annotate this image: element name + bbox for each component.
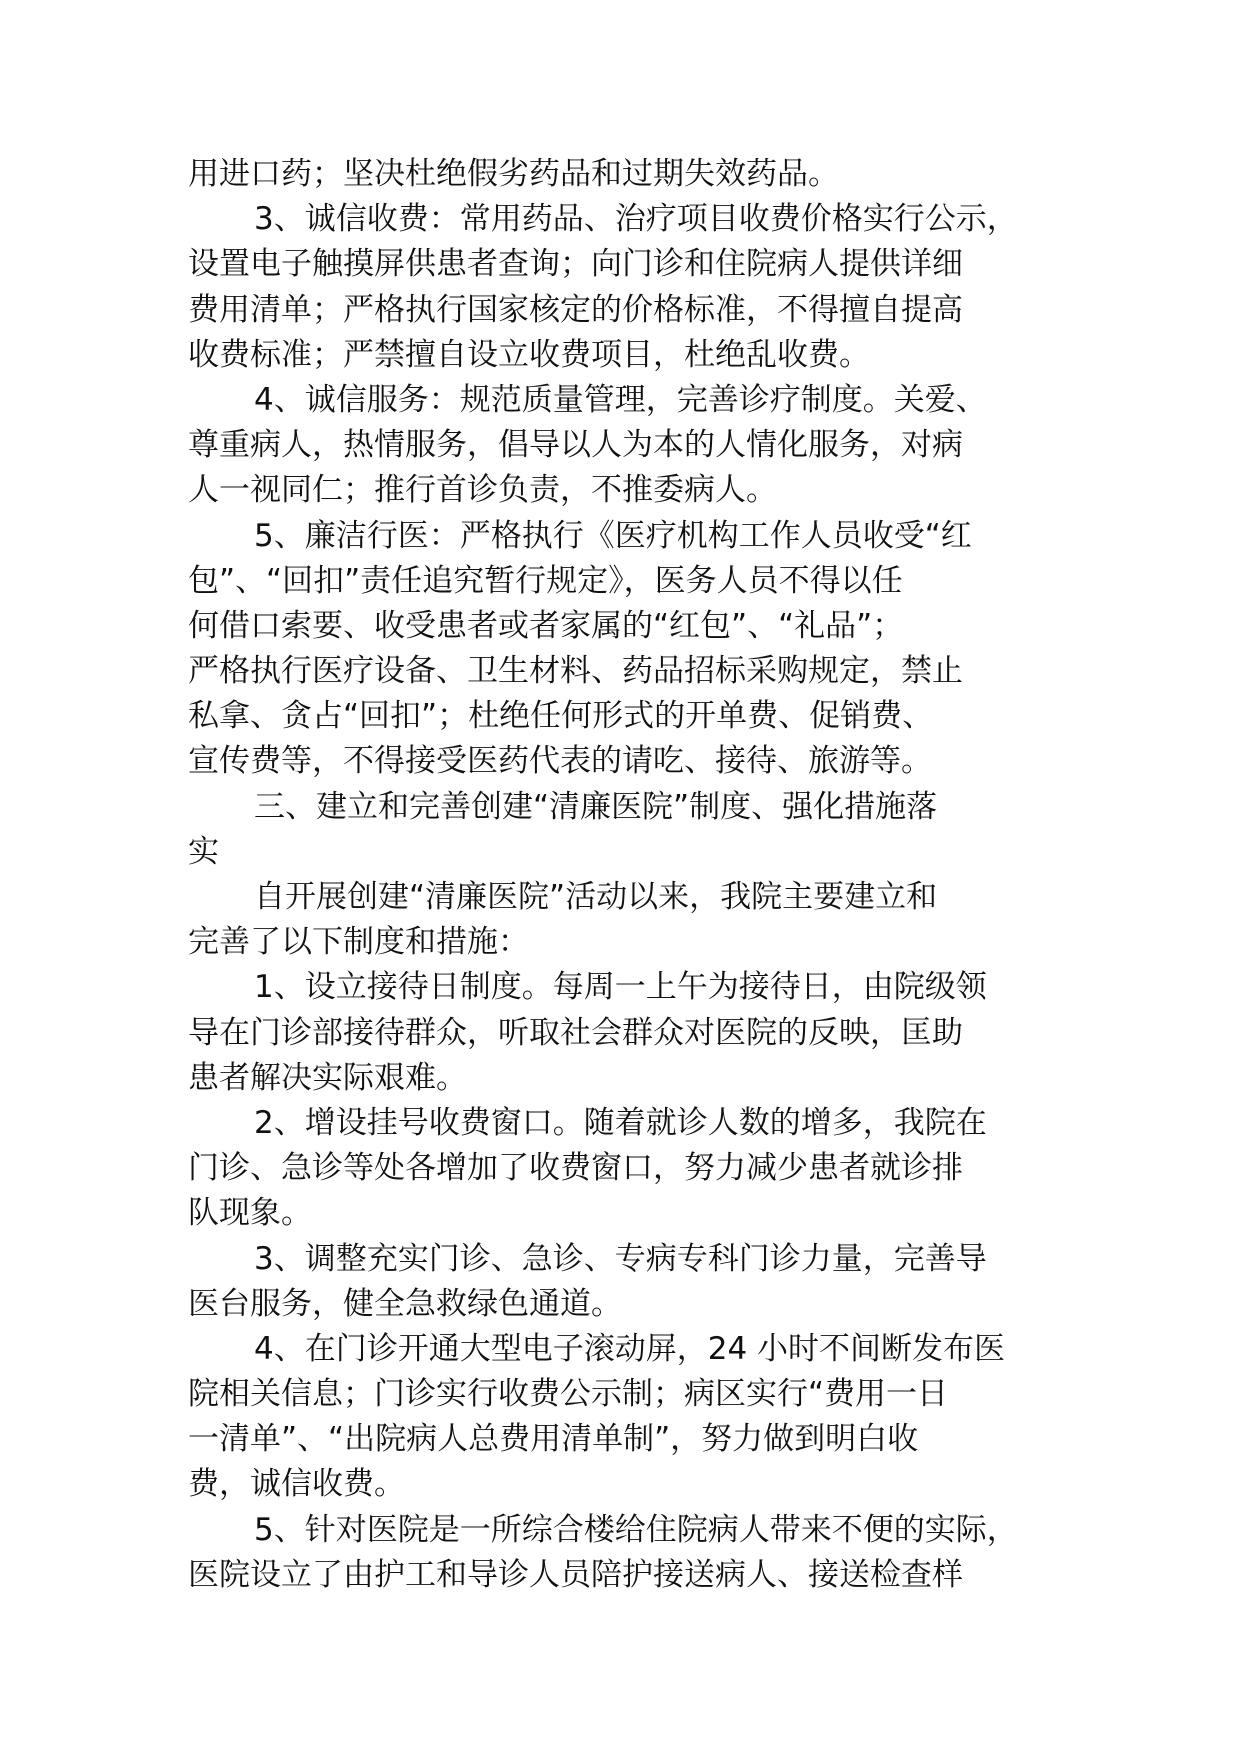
text-line: 自开展创建“清廉医院”活动以来，我院主要建立和	[254, 879, 938, 915]
text-line: 4、在门诊开通大型电子滚动屏，24 小时不间断发布医	[254, 1330, 1006, 1367]
text-line: 5、廉洁行医：严格执行《医疗机构工作人员收受“红	[254, 517, 972, 554]
text-line: 门诊、急诊等处各增加了收费窗口，努力减少患者就诊排	[188, 1150, 963, 1187]
text-line: 2、增设挂号收费窗口。随着就诊人数的增多，我院在	[254, 1104, 987, 1141]
text-line: 设置电子触摸屏供患者查询；向门诊和住院病人提供详细	[188, 246, 963, 283]
text-line: 1、设立接待日制度。每周一上午为接待日，由院级领	[254, 969, 987, 1006]
text-line: 人一视同仁；推行首诊负责，不推委病人。	[188, 472, 777, 509]
text-line: 患者解决实际艰难。	[188, 1059, 467, 1096]
text-line: 3、诚信收费：常用药品、治疗项目收费价格实行公示，	[254, 201, 1018, 238]
text-line: 费，诚信收费。	[188, 1466, 405, 1503]
text-line: 医台服务，健全急救绿色通道。	[188, 1285, 622, 1322]
text-line: 费用清单；严格执行国家核定的价格标准，不得擅自提高	[188, 291, 963, 328]
section-heading: 实	[188, 833, 219, 870]
document-body	[188, 152, 1088, 1598]
text-line: 医院设立了由护工和导诊人员陪护接送病人、接送检查样	[188, 1556, 963, 1593]
text-line: 导在门诊部接待群众，听取社会群众对医院的反映，匡助	[188, 1014, 963, 1051]
text-line: 收费标准；严禁擅自设立收费项目，杜绝乱收费。	[188, 336, 870, 373]
text-line: 4、诚信服务：规范质量管理，完善诊疗制度。关爱、	[254, 381, 987, 418]
text-line: 5、针对医院是一所综合楼给住院病人带来不便的实际，	[254, 1511, 1018, 1548]
text-line: 私拿、贪占“回扣”；杜绝任何形式的开单费、促销费、	[188, 698, 934, 735]
text-line: 何借口索要、收受患者或者家属的“红包”、“礼品”；	[188, 607, 904, 644]
text-line: 用进口药；坚决杜绝假劣药品和过期失效药品。	[188, 156, 839, 192]
text-line: 完善了以下制度和措施：	[188, 924, 529, 961]
text-line: 3、调整充实门诊、急诊、专病专科门诊力量，完善导	[254, 1240, 987, 1277]
text-line: 包”、“回扣”责任追究暂行规定》，医务人员不得以任	[188, 562, 903, 599]
text-line: 院相关信息；门诊实行收费公示制；病区实行“费用一日	[188, 1376, 949, 1413]
section-heading: 三、建立和完善创建“清廉医院”制度、强化措施落	[254, 788, 938, 825]
text-line: 队现象。	[188, 1195, 312, 1232]
text-line: 宣传费等，不得接受医药代表的请吃、接待、旅游等。	[188, 743, 932, 780]
text-line: 尊重病人，热情服务，倡导以人为本的人情化服务，对病	[188, 427, 963, 464]
text-line: 一清单”、“出院病人总费用清单制”，努力做到明白收	[188, 1421, 919, 1458]
text-line: 严格执行医疗设备、卫生材料、药品招标采购规定，禁止	[188, 653, 963, 690]
